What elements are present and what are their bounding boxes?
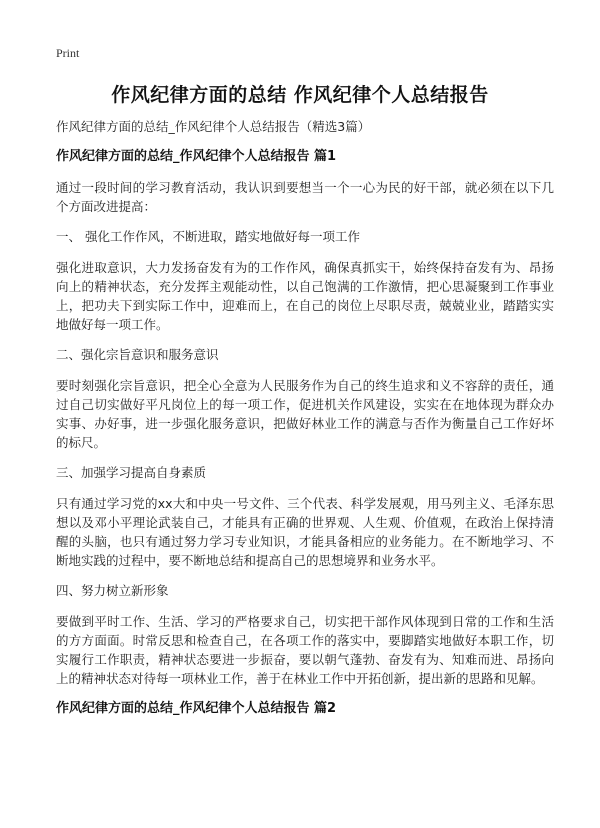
section-2-title: 二、强化宗旨意识和服务意识 — [56, 347, 219, 362]
document-body — [56, 118, 554, 730]
section-4-body: 要做到平时工作、生活、学习的严格要求自己，切实把干部作风体现到日常的工作和生活的方方面面。时常反思和检查自己，在各项工作的落实中，要脚踏实地做好本职工作，切实履行工作职责，精神状态要进一步振奋，要以朝气蓬勃、奋发有为、知难而进、昂扬向上的精神状态对待每一项林业工作，善于在林业工作中开拓创新，提出新的思路和见解。 — [56, 614, 554, 686]
document-title: 作风纪律方面的总结 作风纪律个人总结报告 — [111, 84, 489, 106]
section-4-title: 四、努力树立新形象 — [56, 583, 169, 598]
section-1-body: 强化进取意识，大力发扬奋发有为的工作作风，确保真抓实干，始终保持奋发有为、昂扬向上的精神状态，充分发挥主观能动性，以自己饱满的工作激情，把心思凝聚到工作事业上，把功夫下到实际工作中，迎难而上，在自己的岗位上尽职尽责，兢兢业业，踏踏实实地做好每一项工作。 — [56, 260, 554, 332]
section-3-title: 三、加强学习提高自身素质 — [56, 465, 207, 480]
article-2-heading: 作风纪律方面的总结_作风纪律个人总结报告 篇2 — [56, 701, 337, 716]
article-1-heading: 作风纪律方面的总结_作风纪律个人总结报告 篇1 — [56, 149, 337, 164]
print-link[interactable]: Print — [56, 46, 80, 60]
article-1-intro: 通过一段时间的学习教育活动，我认识到要想当一个一心为民的好干部，就必须在以下几个方面改进提高： — [56, 180, 554, 214]
document-subtitle: 作风纪律方面的总结_作风纪律个人总结报告（精选3篇） — [56, 119, 371, 134]
section-1-title: 一、 强化工作作风，不断进取，踏实地做好每一项工作 — [56, 229, 360, 244]
section-2-body: 要时刻强化宗旨意识，把全心全意为人民服务作为自己的终生追求和义不容辞的责任，通过自己切实做好平凡岗位上的每一项工作，促进机关作风建设，实实在在地体现为群众办实事、办好事，进一步强化服务意识，把做好林业工作的满意与否作为衡量自己工作好坏的标尺。 — [56, 378, 554, 450]
section-3-body: 只有通过学习党的xx大和中央一号文件、三个代表、科学发展观，用马列主义、毛泽东思想以及邓小平理论武装自己，才能具有正确的世界观、人生观、价值观，在政治上保持清醒的头脑，也只有通过努力学习专业知识，才能具备相应的业务能力。在不断地学习、不断地实践的过程中，要不断地总结和提高自己的思想境界和业务水平。 — [56, 496, 554, 568]
